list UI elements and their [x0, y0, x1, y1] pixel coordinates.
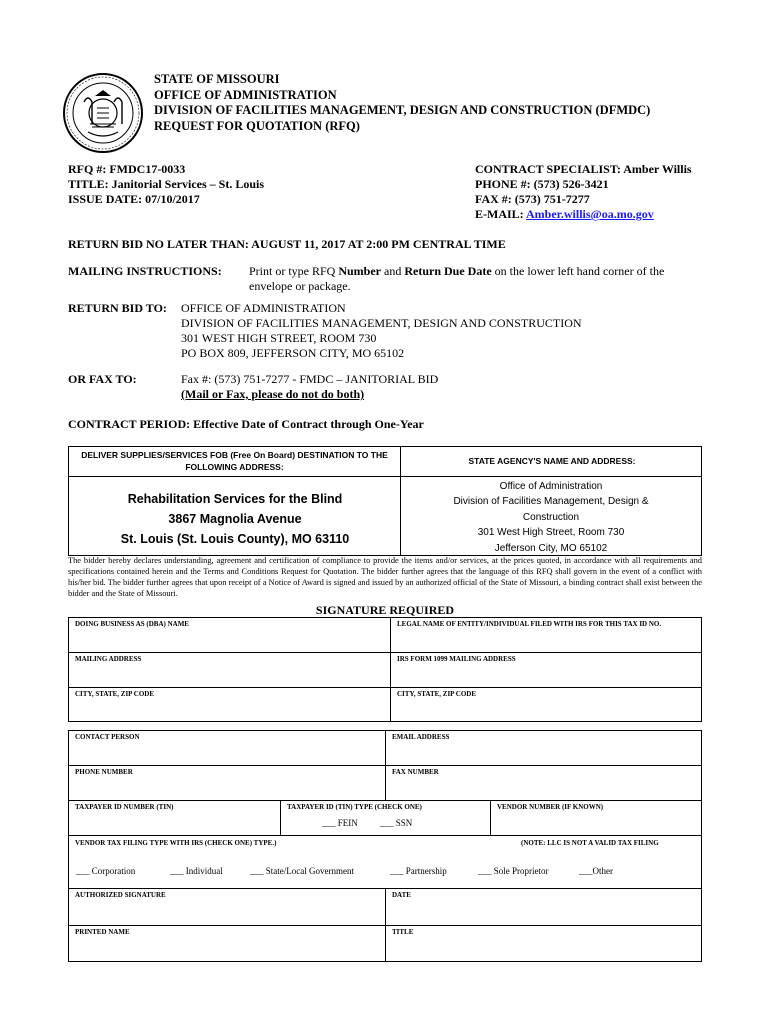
ssn-checkbox[interactable]: ___ SSN — [380, 818, 413, 828]
mailing-text-a: Print or type RFQ — [249, 264, 339, 278]
deliver-line-3: St. Louis (St. Louis County), MO 63110 — [120, 532, 350, 546]
contact-fax: FAX #: (573) 751-7277 — [475, 192, 590, 206]
phone-number-field[interactable] — [68, 765, 385, 800]
mailing-text-e: on the lower left hand corner of the envelope or package. — [249, 264, 665, 293]
irs-mailing-label: IRS FORM 1099 MAILING ADDRESS — [397, 655, 516, 663]
partnership-checkbox[interactable]: ___ Partnership — [390, 866, 447, 876]
other-checkbox[interactable]: ___Other — [579, 866, 613, 876]
return-to-line-3: 301 WEST HIGH STREET, ROOM 730 — [181, 331, 377, 345]
delivery-header-line — [68, 476, 702, 477]
irs-mailing-address-field[interactable] — [390, 652, 702, 687]
contract-period: CONTRACT PERIOD: Effective Date of Contract through One-Year — [68, 417, 424, 431]
rfq-info — [68, 162, 264, 207]
return-to-label: RETURN BID TO: — [68, 301, 167, 315]
contact-person-label: CONTACT PERSON — [75, 733, 140, 741]
mailing-text-d: Return Due Date — [404, 264, 492, 278]
tin-field[interactable] — [68, 800, 280, 835]
vendor-number-label: VENDOR NUMBER (IF KNOWN) — [497, 803, 604, 811]
legal-name-field[interactable] — [390, 617, 702, 652]
deliver-address — [70, 489, 400, 549]
delivery-divider — [400, 446, 401, 556]
mailing-text — [249, 264, 705, 294]
return-deadline: RETURN BID NO LATER THAN: AUGUST 11, 2017 AT 2:00 PM CENTRAL TIME — [68, 237, 506, 251]
tin-type-label: TAXPAYER ID (TIN) TYPE (CHECK ONE) — [287, 803, 422, 811]
fax-to — [181, 372, 438, 402]
signature-required: SIGNATURE REQUIRED — [315, 603, 455, 617]
tin-label: TAXPAYER ID NUMBER (TIN) — [75, 803, 174, 811]
rfq-number: RFQ #: FMDC17-0033 — [68, 162, 186, 176]
filing-type-label: VENDOR TAX FILING TYPE WITH IRS (CHECK ONE) TYPE.) — [75, 839, 277, 847]
date-field[interactable] — [385, 888, 702, 925]
state-local-govt-checkbox[interactable]: ___ State/Local Government — [250, 866, 354, 876]
title-field[interactable] — [385, 925, 702, 962]
mailing-address-field[interactable] — [68, 652, 390, 687]
agency-line-4: Jefferson City, MO 65102 — [494, 542, 608, 554]
fein-checkbox[interactable]: ___ FEIN — [322, 818, 358, 828]
deliver-header: DELIVER SUPPLIES/SERVICES FOB (Free On Board) DESTINATION TO THE FOLLOWING ADDRESS: — [81, 450, 388, 472]
fax-to-line-2: (Mail or Fax, please do not do both) — [181, 387, 365, 401]
grid2-row-line-3 — [68, 835, 702, 836]
contact-info — [475, 162, 692, 222]
header — [154, 72, 650, 134]
irs-city-state-zip-field[interactable] — [390, 687, 702, 722]
contact-email-row — [475, 207, 692, 222]
vendor-number-field[interactable] — [490, 800, 702, 835]
llc-note: (NOTE: LLC IS NOT A VALID TAX FILING — [521, 839, 659, 847]
contact-phone: PHONE #: (573) 526-3421 — [475, 177, 609, 191]
certification-text: The bidder hereby declares understanding, agreement and certification of compliance to provide the items and/or services, at the prices quoted, in accordance with all requirements and specifications contained herein and the Terms and Conditions Request for Quotation. The bidder further agrees that the language of this RFQ shall govern in the event of a conflict with his/her bid. The bidder further agrees that upon receipt of a Notice of Award is signed and issued by an authorized official of the State of Missouri, a binding contract shall exist between the bidder and the State of Missouri. — [68, 556, 702, 598]
rfq-issue-date: ISSUE DATE: 07/10/2017 — [68, 192, 200, 206]
printed-name-label: PRINTED NAME — [75, 928, 130, 936]
email-address-label: EMAIL ADDRESS — [392, 733, 450, 741]
agency-line-3: 301 West High Street, Room 730 — [477, 527, 625, 539]
header-line-2: OFFICE OF ADMINISTRATION — [154, 87, 337, 102]
fax-to-label: OR FAX TO: — [68, 372, 137, 386]
authorized-signature-label: AUTHORIZED SIGNATURE — [75, 891, 166, 899]
email-address-field[interactable] — [385, 730, 702, 765]
contract-specialist: CONTRACT SPECIALIST: Amber Willis — [475, 162, 692, 176]
agency-line-1: Office of Administration — [499, 481, 603, 492]
date-label: DATE — [392, 891, 411, 899]
header-line-3: DIVISION OF FACILITIES MANAGEMENT, DESIGN AND CONSTRUCTION (DFMDC) — [154, 103, 651, 117]
email-link[interactable]: Amber.willis@oa.mo.gov — [526, 207, 654, 221]
rfq-title: TITLE: Janitorial Services – St. Louis — [68, 177, 265, 191]
state-seal-icon — [62, 72, 144, 154]
city-state-zip-label: CITY, STATE, ZIP CODE — [75, 690, 155, 698]
mailing-address-label: MAILING ADDRESS — [75, 655, 142, 663]
return-to-line-1: OFFICE OF ADMINISTRATION — [181, 301, 346, 315]
contact-person-field[interactable] — [68, 730, 385, 765]
fax-number-field[interactable] — [385, 765, 702, 800]
authorized-signature-field[interactable] — [68, 888, 385, 925]
printed-name-field[interactable] — [68, 925, 385, 962]
individual-checkbox[interactable]: ___ Individual — [170, 866, 223, 876]
irs-city-state-zip-label: CITY, STATE, ZIP CODE — [397, 690, 477, 698]
city-state-zip-field[interactable] — [68, 687, 390, 722]
agency-header: STATE AGENCY'S NAME AND ADDRESS: — [468, 456, 636, 466]
deliver-line-2: 3867 Magnolia Avenue — [168, 512, 302, 526]
fax-to-line-1: Fax #: (573) 751-7277 - FMDC – JANITORIAL BID — [181, 372, 439, 386]
title-label: TITLE — [392, 928, 414, 936]
header-line-4: REQUEST FOR QUOTATION (RFQ) — [154, 118, 360, 133]
fax-number-label: FAX NUMBER — [392, 768, 439, 776]
header-line-1: STATE OF MISSOURI — [154, 72, 280, 86]
mailing-label: MAILING INSTRUCTIONS: — [68, 264, 222, 278]
agency-line-2: Division of Facilities Management, Design & Construction — [453, 496, 649, 523]
deliver-line-1: Rehabilitation Services for the Blind — [127, 492, 343, 506]
phone-number-label: PHONE NUMBER — [75, 768, 133, 776]
legal-name-label: LEGAL NAME OF ENTITY/INDIVIDUAL FILED WITH IRS FOR THIS TAX ID NO. — [397, 620, 662, 628]
return-to-line-4: PO BOX 809, JEFFERSON CITY, MO 65102 — [181, 346, 405, 360]
mailing-text-b: Number — [338, 264, 382, 278]
corporation-checkbox[interactable]: ___ Corporation — [76, 866, 136, 876]
dba-name-field[interactable] — [68, 617, 390, 652]
mailing-text-c: and — [381, 264, 405, 278]
sole-proprietor-checkbox[interactable]: ___ Sole Proprietor — [478, 866, 549, 876]
return-to-line-2: DIVISION OF FACILITIES MANAGEMENT, DESIGN AND CONSTRUCTION — [181, 316, 582, 330]
return-to-address — [181, 301, 582, 361]
agency-address — [425, 479, 677, 556]
dba-label: DOING BUSINESS AS (DBA) NAME — [75, 620, 189, 628]
email-label: E-MAIL: — [475, 207, 526, 221]
